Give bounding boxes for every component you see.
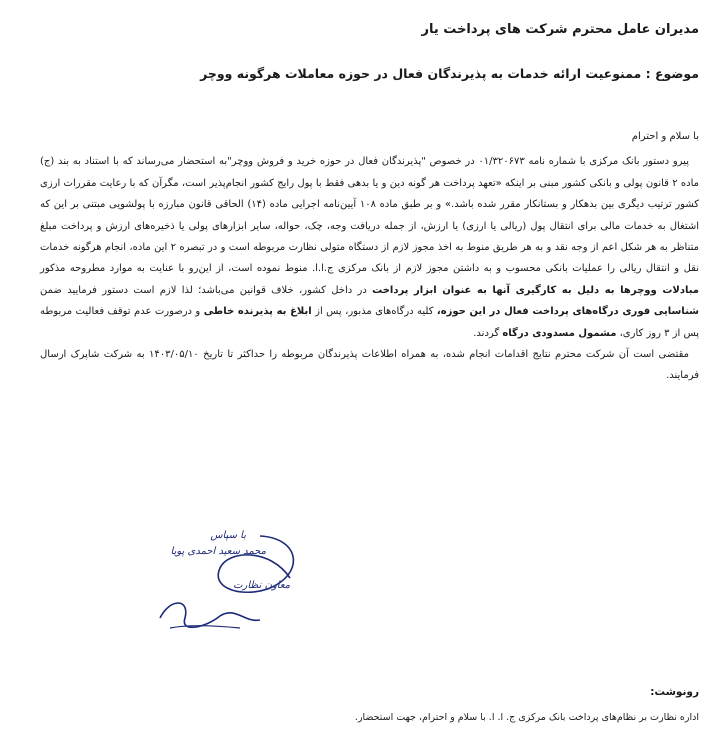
signature-name: محمد سعید احمدی پویا (170, 546, 266, 557)
body-paragraph-1 (40, 151, 699, 344)
p1-bold-b: شناسایی فوری درگاه‌های پرداخت فعال در این حوزه، (436, 306, 699, 318)
p1-bold-d: مشمول مسدودی درگاه (502, 327, 617, 339)
p1-text-e: گردند. (473, 327, 500, 339)
p1-text-b: در داخل کشور، خلاف قوانین می‌باشد؛ لذا لازم است دستور فرمایید ضمن (40, 284, 367, 296)
p1-text-a: پیرو دستور بانک مرکزی با شماره نامه ۰۱/۳۲۰۶۷۳ در خصوص "پذیرندگان فعال در حوزه خرید و فروش ووچر"به استحضار می‌رساند که با استناد به بند (ج) ماده ۲ قانون پولی و بانکی کشور مبنی بر اینکه «تعهد پرداخت هر گونه دین و یا بدهی فقط با پول رایج کشور انجام‌پذیر است، مگرآن که با رعایت مقررات ارزی کشور ترتیب دیگری بین بدهکار و بستانکار مقرر شده باشد.» و بر طبق ماده ۱۰۸ آیین‌نامه اجرایی ماده (۱۴) الحاقی قانون مبارزه با پولشویی مبتنی بر این که اشتغال به خدمات مالی برای انتقال پول (ریالی یا ارزی) یا ارزش، از جمله دریافت وجه، چک، حواله، سایر ابزارهای پولی یا ذخیره‌های ارزش و پرداخت مبلغ متناظر به هر شکل اعم از وجه نقد و به هر طریق منوط به اخذ مجوز لازم از دستگاه متولی نظارت مربوطه است و در تبصره ۲ این ماده، انجام هرگونه خدمات نقل و انتقال ریالی را عملیات بانکی محسوب و به داشتن مجوز لازم از بانک مرکزی ج.ا.ا. منوط نموده است، از این‌رو با عنایت به موارد مطروحه مذکور (40, 156, 699, 275)
body-paragraph-2: مقتضی است آن شرکت محترم نتایج اقدامات انجام شده، به همراه اطلاعات پذیرندگان مربوطه را حداکثر تا تاریخ ۱۴۰۳/۰۵/۱۰ به شرکت شاپرک ارسال فرمایند. (40, 349, 699, 382)
signature-title: معاون نظارت (233, 580, 290, 591)
greeting: با سلام و احترام (631, 131, 699, 142)
addressee: مدیران عامل محترم شرکت های پرداخت یار (421, 22, 699, 37)
p1-text-c: کلیه درگاه‌های مذبور، پس از (315, 306, 434, 318)
signature (150, 528, 310, 638)
signature-thanks: با سپاس (210, 530, 246, 541)
cc-recipient: اداره نظارت بر نظام‌های پرداخت بانک مرکزی ج. ا. ا. با سلام و احترام، جهت استحضار. (354, 712, 699, 723)
letter-body (40, 126, 699, 387)
subject-line: موضوع : ممنوعیت ارائه خدمات به پذیرندگان فعال در حوزه معاملات هرگونه ووچر (200, 66, 699, 81)
p1-text-d: و درصورت عدم توقف فعالیت مربوطه پس از ۳ روز کاری، (40, 306, 699, 339)
p1-bold-c: ابلاغ به پذیرنده خاطی (203, 306, 312, 318)
cc-title: رونوشت: (650, 686, 699, 698)
p1-bold-a: مبادلات ووچرها به دلیل به کارگیری آنها به عنوان ابزار پرداخت (372, 284, 699, 296)
signature-text (150, 528, 310, 638)
